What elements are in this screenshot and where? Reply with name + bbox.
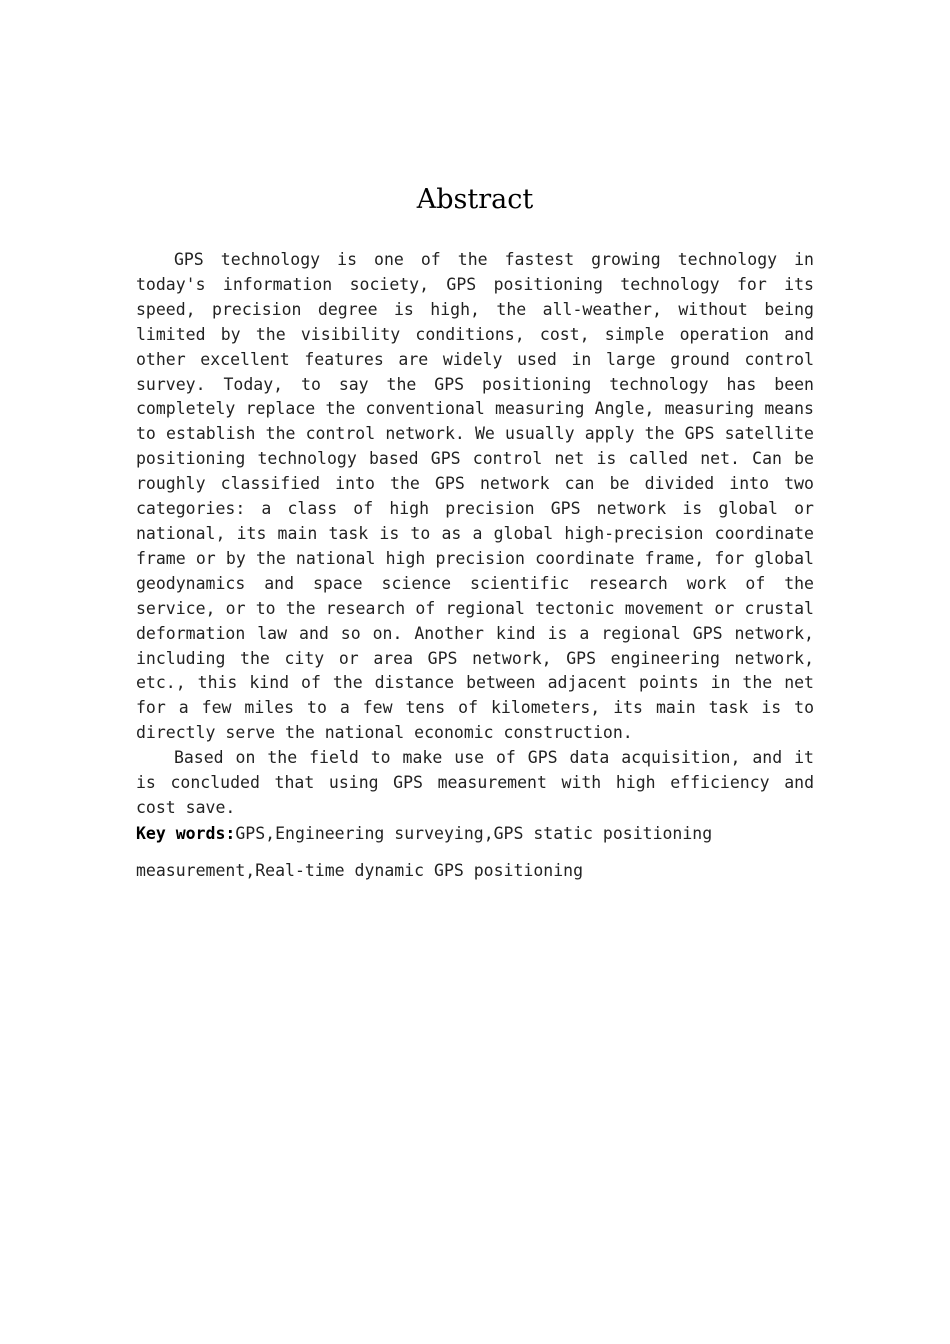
keywords-line — [136, 815, 814, 889]
keywords-text: GPS,Engineering surveying,GPS static positioning measurement,Real-time dynamic GPS positioning — [136, 823, 713, 880]
abstract-paragraph-1: GPS technology is one of the fastest growing technology in today's information society, GPS positioning technology for its speed, precision degree is high, the all-weather, without being limited by the visibility conditions, cost, simple operation and other excellent features are widely used in large ground control survey. Today, to say the GPS positioning technology has been completely replace the conventional measuring Angle, measuring means to establish the control network. We usually apply the GPS satellite positioning technology based GPS control net is called net. Can be roughly classified into the GPS network can be divided into two categories: a class of high precision GPS network is global or national, its main task is to as a global high-precision coordinate frame or by the national high precision coordinate frame, for global geodynamics and space science scientific research work of the service, or to the research of regional tectonic movement or crustal deformation law and so on. Another kind is a regional GPS network, including the city or area GPS network, GPS engineering network, etc., this kind of the distance between adjacent points in the net for a few miles to a few tens of kilometers, its main task is to directly serve the national economic construction. — [136, 250, 814, 743]
abstract-title: Abstract — [416, 184, 534, 215]
abstract-paragraph-2: Based on the field to make use of GPS data acquisition, and it is concluded that using GPS measurement with high efficiency and cost save. — [136, 748, 814, 817]
abstract-body — [136, 248, 814, 889]
keywords-label: Key words: — [136, 823, 236, 843]
